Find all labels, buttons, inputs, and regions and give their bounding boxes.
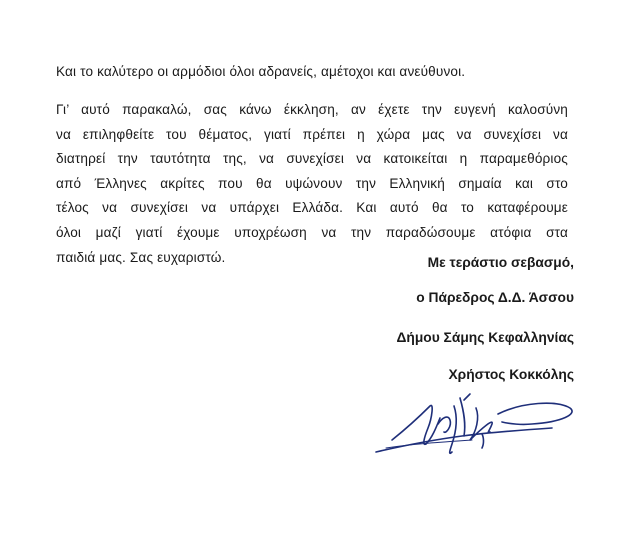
paragraph-2-line: Γι’ αυτό παρακαλώ, σας κάνω έκκληση, αν έχετε την ευγενή καλοσύνη <box>56 102 568 117</box>
paragraph-2-line: διατηρεί την ταυτότητα της, να συνεχίσει να κατοικείται η παραμεθόριος <box>56 151 568 167</box>
paragraph-2-line: από Έλληνες ακρίτες που θα υψώνουν την Ελληνική σημαία και στο <box>56 175 568 191</box>
paragraph-2 <box>56 98 568 270</box>
closing-salutation: Με τεράστιο σεβασμό, <box>427 255 574 270</box>
handwritten-signature <box>372 388 578 462</box>
paragraph-2-line: τέλος να συνεχίσει να υπάρχει Ελλάδα. Και αυτό θα το καταφέρουμε <box>56 200 568 216</box>
paragraph-1-line: Και το καλύτερο οι αρμόδιοι όλοι αδρανείς, αμέτοχοι και ανεύθυνοι. <box>56 64 466 79</box>
paragraph-2-line: να επιληφθείτε του θέματος, γιατί πρέπει η χώρα μας να συνεχίσει να <box>56 126 568 142</box>
paragraph-2-line: όλοι μαζί γιατί έχουμε υποχρέωση να την παραδώσουμε ατόφια στα <box>56 224 568 240</box>
signer-position: ο Πάρεδρος Δ.Δ. Άσσου <box>416 290 574 305</box>
paragraph-2-line: παιδιά μας. Σας ευχαριστώ. <box>56 249 226 265</box>
signer-municipality: Δήμου Σάμης Κεφαλληνίας <box>396 330 574 345</box>
paragraph-1 <box>56 60 568 85</box>
signer-name: Χρήστος Κοκκόλης <box>448 367 574 382</box>
